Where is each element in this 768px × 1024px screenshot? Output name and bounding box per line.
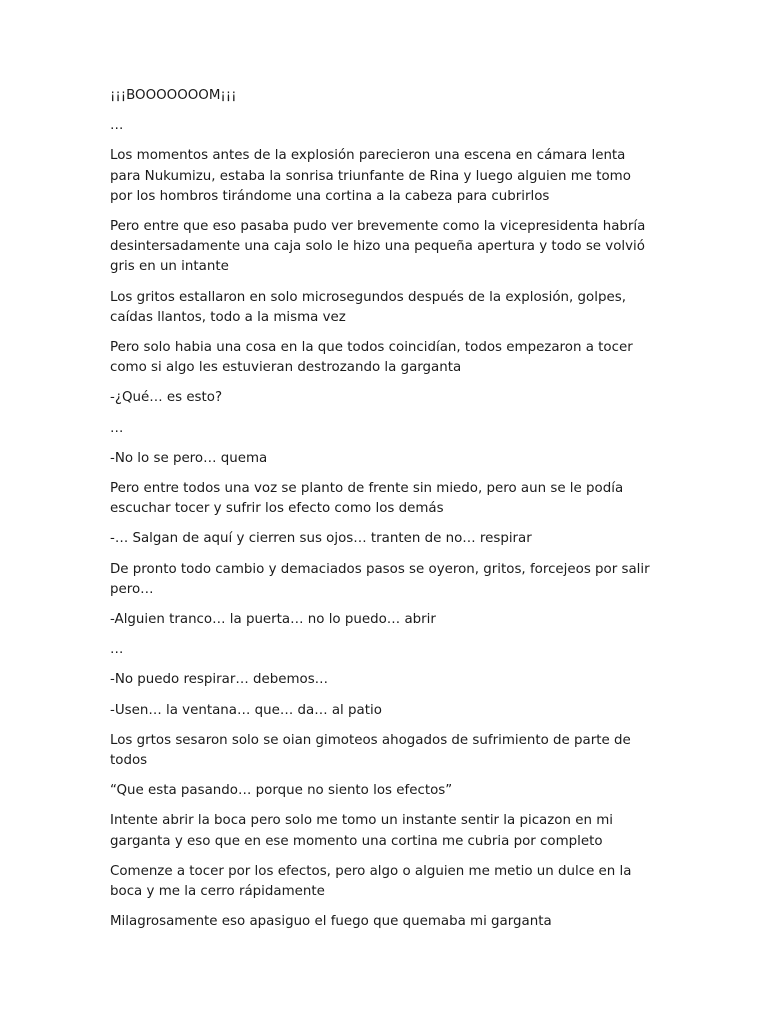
paragraph-dialogue: -No lo se pero… quema: [110, 450, 268, 466]
paragraph-ellipsis: …: [110, 420, 124, 436]
paragraph-narration: Pero solo habia una cosa en la que todos coincidían, todos empezaron a tocer como si algo les estuvieran destrozando la garganta: [110, 340, 633, 376]
paragraph-narration: Pero entre todos una voz se planto de frente sin miedo, pero aun se le podía escuchar tocer y sufrir los efecto como los demás: [110, 481, 624, 517]
paragraph-dialogue: -… Salgan de aquí y cierren sus ojos… tranten de no… respirar: [110, 531, 532, 547]
paragraph-ellipsis: …: [110, 118, 124, 134]
paragraph-narration: Los momentos antes de la explosión parecieron una escena en cámara lenta para Nukumizu, estaba la sonrisa triunfante de Rina y luego alguien me tomo por los hombros tirándome una cortina a la cabeza para cubrirlos: [110, 148, 631, 204]
paragraph-thought: “Que esta pasando… porque no siento los efectos”: [110, 783, 453, 799]
document-body: [110, 86, 656, 943]
paragraph-dialogue: -Usen… la ventana… que… da… al patio: [110, 702, 382, 718]
paragraph-narration: Milagrosamente eso apasiguo el fuego que quemaba mi garganta: [110, 914, 552, 930]
paragraph-dialogue: -¿Qué… es esto?: [110, 390, 223, 406]
paragraph-narration: Los grtos sesaron solo se oian gimoteos ahogados de sufrimiento de parte de todos: [110, 732, 631, 769]
paragraph-narration: De pronto todo cambio y demaciados pasos se oyeron, gritos, forcejeos por salir pero…: [110, 561, 650, 597]
paragraph-narration: Comenze a tocer por los efectos, pero algo o alguien me metio un dulce en la boca y me la cerro rápidamente: [110, 863, 632, 900]
paragraph-narration: Intente abrir la boca pero solo me tomo un instante sentir la picazon en mi garganta y eso que en ese momento una cortina me cubria por completo: [110, 813, 613, 849]
paragraph-dialogue: -No puedo respirar… debemos…: [110, 672, 329, 688]
paragraph-dialogue: -Alguien tranco… la puerta… no lo puedo… abrir: [110, 612, 436, 628]
paragraph-narration: Los gritos estallaron en solo microsegundos después de la explosión, golpes, caídas llantos, todo a la misma vez: [110, 289, 626, 325]
paragraph-ellipsis: …: [110, 642, 124, 658]
paragraph-exclamation: ¡¡¡BOOOOOOOM¡¡¡: [110, 88, 237, 103]
paragraph-narration: Pero entre que eso pasaba pudo ver brevemente como la vicepresidenta habría desintersadamente una caja solo le hizo una pequeña apertura y todo se volvió gris en un intante: [110, 219, 646, 275]
